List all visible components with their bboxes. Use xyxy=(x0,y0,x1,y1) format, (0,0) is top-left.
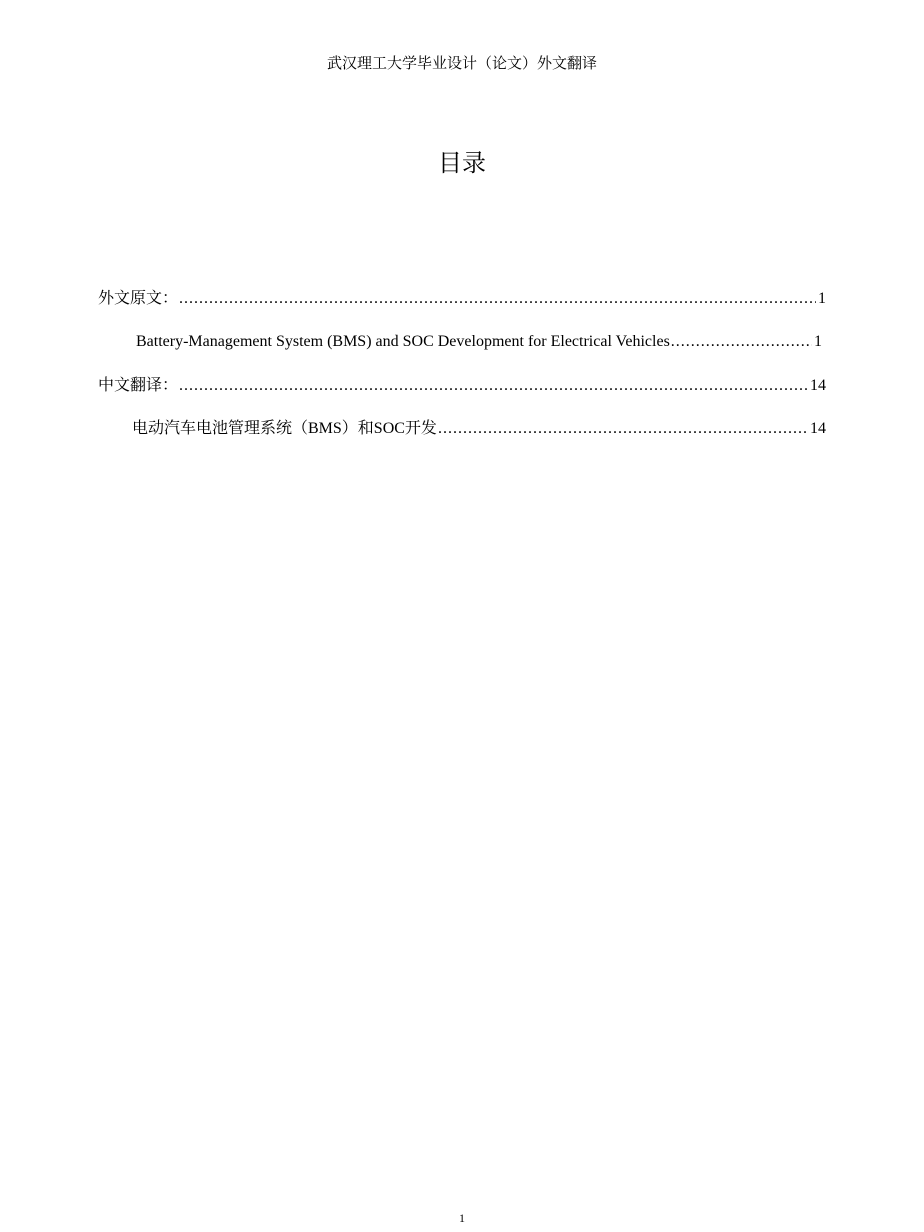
toc-entry-chinese-translation[interactable] xyxy=(98,375,826,397)
toc-entry-bms-english[interactable] xyxy=(136,331,822,353)
toc-entry-text: 中文翻译： xyxy=(98,377,179,394)
toc-title: 目录 xyxy=(438,149,486,177)
toc-entry-text: 外文原文： xyxy=(98,290,179,307)
toc-entry-page: 1 xyxy=(818,290,826,307)
page-number: 1 xyxy=(459,1211,465,1225)
toc-leader-dots xyxy=(438,418,808,440)
page-header: 武汉理工大学毕业设计（论文）外文翻译 xyxy=(326,56,597,72)
toc-entry-bms-chinese[interactable] xyxy=(132,418,826,440)
toc-leader-dots xyxy=(179,375,808,397)
toc-entry-page: 14 xyxy=(810,420,826,437)
toc-entry-page: 14 xyxy=(810,377,826,394)
toc-entry-foreign-original[interactable] xyxy=(98,288,826,310)
toc-entry-text: Battery-Management System (BMS) and SOC Development for Electrical Vehicles xyxy=(136,333,670,350)
toc-entry-text: 电动汽车电池管理系统（BMS）和SOC开发 xyxy=(132,420,437,437)
toc-leader-dots xyxy=(179,288,816,310)
toc-leader-dots xyxy=(671,331,812,353)
toc-entry-page: 1 xyxy=(814,333,822,350)
